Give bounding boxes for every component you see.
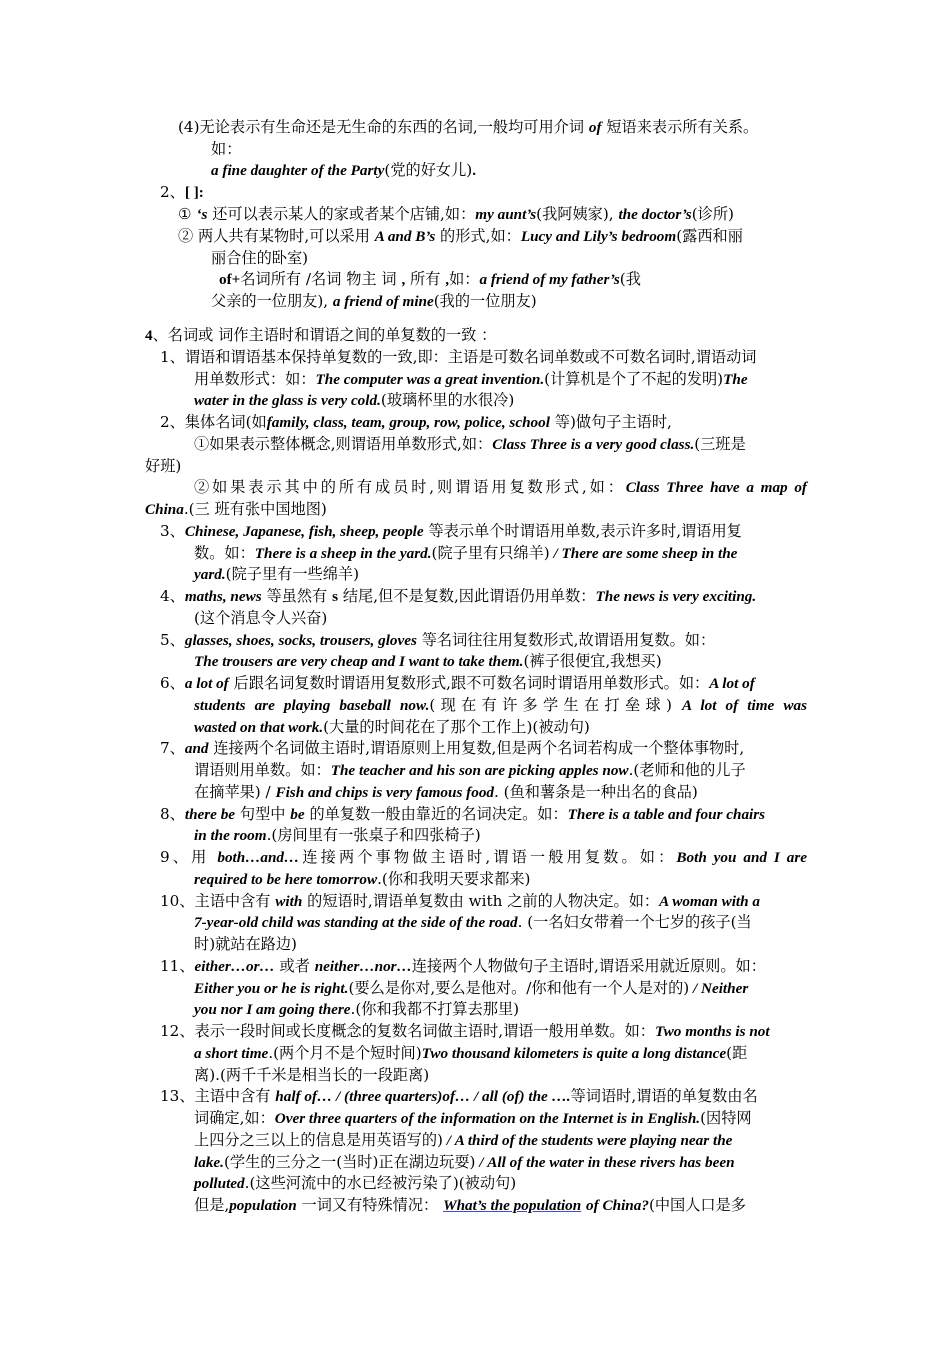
- english-example-text: The: [723, 371, 748, 388]
- text-run: (裤子很便宜,我想买): [523, 652, 662, 670]
- english-example-text: population: [229, 1197, 297, 1214]
- section-heading: [145, 324, 496, 347]
- english-example-text: A lot of: [709, 675, 755, 692]
- text-line: [160, 737, 744, 760]
- english-example-text: / Neither: [689, 980, 749, 997]
- bold-text: ,: [445, 271, 450, 288]
- text-run: (露西和丽: [676, 227, 743, 245]
- text-run: 等词语时,谓语的单复数由名: [570, 1087, 758, 1105]
- text-run: (现在有许多学生在打垒球): [429, 696, 683, 714]
- text-line: [194, 933, 297, 955]
- text-run: 等)做句子主语时,: [549, 413, 672, 431]
- english-example-text: a friend of mine: [332, 293, 434, 310]
- english-example-text: half of… / (three quarters)of… / all (of) the ….: [275, 1088, 571, 1105]
- text-run: 短语来表示所有关系。: [601, 118, 759, 136]
- text-run: 谓语则用单数。如：: [194, 761, 331, 779]
- english-example-text: either…or…: [194, 958, 275, 975]
- english-example-text: Fish and chips is very famous food: [275, 784, 495, 801]
- text-line: [194, 1107, 752, 1130]
- text-run: 5、: [160, 631, 185, 649]
- text-line: [145, 498, 327, 521]
- text-run: (院子里有只绵羊): [431, 544, 550, 562]
- text-line: [145, 455, 181, 477]
- text-line: [194, 563, 359, 586]
- text-run: 所有: [405, 270, 446, 288]
- text-line: [178, 225, 743, 248]
- text-run: 连接两个人物做句子主语时,谓语采用就近原则。如：: [411, 957, 766, 975]
- text-run: (诊所): [691, 205, 734, 223]
- text-line: [160, 803, 765, 826]
- bold-text: [ ]:: [184, 184, 204, 201]
- text-run: (要么是你对,要么是他对。/你和他有一个人是对的): [348, 979, 690, 997]
- text-line: [194, 781, 698, 804]
- text-run: .(两个月不是个短时间): [268, 1044, 422, 1062]
- text-run: (院子里有一些绵羊): [225, 565, 359, 583]
- text-line: [160, 672, 755, 695]
- text-run: 父亲的一位朋友),: [211, 292, 333, 310]
- text-run: (党的好女儿): [384, 161, 473, 179]
- english-example-text: of: [588, 119, 602, 136]
- text-run: (我阿姨家),: [536, 205, 619, 223]
- text-run: 2、: [160, 183, 185, 201]
- text-line: [160, 181, 204, 204]
- text-run: 的形式,如：: [435, 227, 521, 245]
- text-line: [194, 650, 662, 673]
- text-line: [160, 629, 715, 652]
- text-line: [211, 247, 308, 269]
- english-example-text: in the room: [194, 827, 267, 844]
- text-run: 1、谓语和谓语基本保持单复数的一致,即：主语是可数名词单数或不可数名词时,谓语动词: [160, 348, 757, 366]
- text-run: . (一名妇女带着一个七岁的孩子(当: [517, 913, 752, 931]
- text-run: 等虽然有: [261, 587, 333, 605]
- text-line: [211, 290, 537, 313]
- text-run: .(三 班有张中国地图): [183, 500, 327, 518]
- english-example-text: / All of the water in these rivers has been: [475, 1154, 735, 1171]
- english-example-text: glasses, shoes, socks, trousers, gloves: [184, 632, 417, 649]
- text-run: 还可以表示某人的家或者某个店铺,如：: [207, 205, 476, 223]
- text-line: [194, 716, 590, 739]
- english-example-text: Class Three is a very good class.: [492, 436, 695, 453]
- text-line: [194, 389, 514, 412]
- english-example-text: Both you and I are: [676, 849, 807, 866]
- text-run: (计算机是个了不起的发明): [544, 370, 724, 388]
- text-line: [160, 1020, 770, 1043]
- text-line: [194, 607, 327, 629]
- text-run: (玻璃杯里的水很冷): [380, 391, 515, 409]
- bold-text: of+: [219, 271, 241, 288]
- text-run: .(这些河流中的水已经被污染了)(被动句): [244, 1174, 517, 1192]
- text-run: 8、: [160, 805, 185, 823]
- english-example-text: my aunt’s: [475, 206, 537, 223]
- text-run: 、名词或 词作主语时和谓语之间的单复数的一致 ：: [152, 326, 497, 344]
- text-line: [160, 520, 742, 543]
- text-run: 连接两个事物做主语时,谓语一般用复数。如：: [299, 848, 677, 866]
- text-line: [194, 759, 746, 782]
- text-line: [160, 346, 756, 368]
- english-example-text: The trousers are very cheap and I want to take them.: [194, 653, 524, 670]
- text-run: 在摘苹果) /: [194, 783, 276, 801]
- english-example-text: polluted: [194, 1175, 245, 1192]
- text-run: 2、集体名词(如: [160, 413, 267, 431]
- text-run: ②如果表示其中的所有成员时,则谓语用复数形式,如：: [194, 478, 626, 496]
- text-line: [194, 824, 481, 847]
- text-run: 4、: [160, 587, 185, 605]
- text-run: 的单复数一般由靠近的名词决定。如：: [304, 805, 568, 823]
- text-run: (学生的三分之一(当时)正在湖边玩耍): [223, 1153, 476, 1171]
- english-example-text: a friend of my father’s: [479, 271, 620, 288]
- text-line: [194, 1151, 735, 1174]
- text-line: [194, 433, 746, 456]
- text-run: (我: [619, 270, 641, 288]
- text-line: [178, 203, 734, 226]
- english-example-text: The teacher and his son are picking apples now: [330, 762, 629, 779]
- text-line: [194, 1172, 516, 1195]
- text-line: [211, 159, 476, 182]
- text-run: ①如果表示整体概念,则谓语用单数形式,如：: [194, 435, 493, 453]
- english-example-text: you nor I am going there: [194, 1001, 351, 1018]
- text-line: [194, 1194, 746, 1217]
- english-example-text: and: [184, 740, 209, 757]
- english-example-text: both…and…: [217, 849, 300, 866]
- english-example-text: wasted on that work.: [194, 719, 324, 736]
- text-run: (距: [726, 1044, 748, 1062]
- text-run: 但是,: [194, 1196, 230, 1214]
- english-example-text: Chinese, Japanese, fish, sheep, people: [184, 523, 424, 540]
- english-example-text: ‘s: [196, 206, 208, 223]
- bold-text: .: [472, 162, 476, 179]
- text-run: 名词所有 /名词 物主 词: [240, 270, 402, 288]
- text-run: 上四分之三以上的信息是用英语写的): [194, 1131, 443, 1149]
- bold-text: 4: [145, 327, 153, 344]
- english-example-text: There is a sheep in the yard.: [254, 545, 432, 562]
- text-run: .(老师和他的儿子: [628, 761, 746, 779]
- text-run: 一词又有特殊情况：: [296, 1196, 444, 1214]
- english-example-text: What’s the population: [443, 1197, 582, 1214]
- english-example-text: A and B’s: [374, 228, 436, 245]
- english-example-text: family, class, team, group, row, police, school: [266, 414, 550, 431]
- text-line: [160, 846, 807, 869]
- text-line: [160, 1085, 758, 1108]
- text-run: 数。如：: [194, 544, 255, 562]
- english-example-text: there be: [184, 806, 236, 823]
- text-run: 或者: [274, 957, 315, 975]
- text-run: (我的一位朋友): [433, 292, 537, 310]
- text-run: (这个消息令人兴奋): [194, 609, 328, 627]
- text-run: 10、主语中含有: [160, 892, 276, 910]
- text-run: 句型中: [235, 805, 291, 823]
- text-line: [194, 476, 807, 499]
- text-run: (4)无论表示有生命还是无生命的东西的名词,一般均可用介词: [178, 118, 589, 136]
- english-example-text: a short time: [194, 1045, 269, 1062]
- text-run: .(房间里有一张桌子和四张椅子): [266, 826, 481, 844]
- text-line: [178, 116, 758, 139]
- text-line: [194, 1042, 747, 1065]
- text-run: 6、: [160, 674, 185, 692]
- english-example-text: A lot of time was: [682, 697, 807, 714]
- english-example-text: a lot of: [184, 675, 229, 692]
- text-run: (三班是: [694, 435, 746, 453]
- english-example-text: neither…nor…: [314, 958, 412, 975]
- text-run: (因特网: [700, 1109, 752, 1127]
- text-line: [160, 585, 756, 608]
- english-example-text: be: [290, 806, 305, 823]
- bold-text: ,: [401, 271, 406, 288]
- text-run: 如：: [211, 140, 242, 158]
- text-run: 丽合住的卧室): [211, 249, 309, 267]
- text-run: 的短语时,谓语单复数由 with 之前的人物决定。如：: [302, 892, 660, 910]
- text-run: 11、: [160, 957, 195, 975]
- text-line: [219, 268, 641, 291]
- text-run: .(你和我都不打算去那里): [350, 1000, 520, 1018]
- bold-text: s: [332, 588, 338, 605]
- text-run: 12、表示一段时间或长度概念的复数名词做主语时,谓语一般用单数。如：: [160, 1022, 655, 1040]
- english-example-text: students are playing baseball now.: [194, 697, 430, 714]
- text-run: ①: [178, 205, 197, 223]
- text-line: [194, 1064, 429, 1086]
- text-run: 等表示单个时谓语用单数,表示许多时,谓语用复: [423, 522, 742, 540]
- text-run: 词确定,如：: [194, 1109, 275, 1127]
- text-run: (中国人口是多: [648, 1196, 746, 1214]
- english-example-text: A woman with a: [659, 893, 760, 910]
- english-example-text: a fine daughter of the Party: [211, 162, 385, 179]
- english-example-text: / A third of the students were playing near the: [442, 1132, 733, 1149]
- text-line: [194, 694, 807, 717]
- text-run: 离).(两千千米是相当长的一段距离): [194, 1066, 430, 1084]
- english-example-text: 7-year-old child was standing at the side of the road: [194, 914, 518, 931]
- text-line: [194, 368, 748, 391]
- text-line: [211, 138, 241, 160]
- english-example-text: Over three quarters of the information on the Internet is in English.: [274, 1110, 701, 1127]
- text-run: 7、: [160, 739, 185, 757]
- english-example-text: Two months is not: [654, 1023, 770, 1040]
- english-example-text: The news is very exciting.: [595, 588, 757, 605]
- text-run: 9、用: [160, 848, 218, 866]
- text-run: 等名词往往用复数形式,故谓语用复数。如：: [416, 631, 716, 649]
- english-example-text: yard.: [194, 566, 226, 583]
- text-line: [160, 890, 760, 913]
- text-line: [160, 411, 672, 434]
- english-example-text: China: [145, 501, 184, 518]
- english-example-text: Class Three have a map of: [625, 479, 807, 496]
- text-run: . (鱼和薯条是一种出名的食品): [494, 783, 698, 801]
- text-run: 时)就站在路边): [194, 935, 297, 953]
- text-run: ② 两人共有某物时,可以采用: [178, 227, 375, 245]
- text-line: [194, 998, 519, 1021]
- english-example-text: the doctor’s: [618, 206, 692, 223]
- text-line: [194, 1129, 732, 1152]
- english-example-text: of China?: [586, 1197, 649, 1214]
- text-line: [194, 542, 737, 565]
- english-example-text: Lucy and Lily’s bedroom: [520, 228, 677, 245]
- english-example-text: maths, news: [184, 588, 262, 605]
- text-run: 连接两个名词做主语时,谓语原则上用复数,但是两个名词若构成一个整体事物时,: [208, 739, 745, 757]
- text-line: [194, 868, 530, 891]
- text-line: [194, 911, 752, 934]
- english-example-text: required to be here tomorrow: [194, 871, 378, 888]
- text-run: 如：: [449, 270, 480, 288]
- text-run: 好班): [145, 457, 182, 475]
- english-example-text: The computer was a great invention.: [315, 371, 545, 388]
- text-run: (大量的时间花在了那个工作上)(被动句): [323, 718, 590, 736]
- english-example-text: lake.: [194, 1154, 224, 1171]
- text-run: 13、主语中含有: [160, 1087, 276, 1105]
- text-line: [194, 977, 748, 1000]
- text-run: 用单数形式：如：: [194, 370, 316, 388]
- text-run: .(你和我明天要求都来): [377, 870, 531, 888]
- text-line: [160, 955, 766, 978]
- english-example-text: with: [275, 893, 303, 910]
- text-run: 3、: [160, 522, 185, 540]
- english-example-text: water in the glass is very cold.: [194, 392, 381, 409]
- text-run: 结尾,但不是复数,因此谓语仍用单数：: [338, 587, 596, 605]
- english-example-text: There is a table and four chairs: [567, 806, 766, 823]
- english-example-text: / There are some sheep in the: [549, 545, 738, 562]
- english-example-text: Two thousand kilometers is quite a long distance: [421, 1045, 727, 1062]
- text-run: 后跟名词复数时谓语用复数形式,跟不可数名词时谓语用单数形式。如：: [228, 674, 710, 692]
- english-example-text: Either you or he is right.: [194, 980, 349, 997]
